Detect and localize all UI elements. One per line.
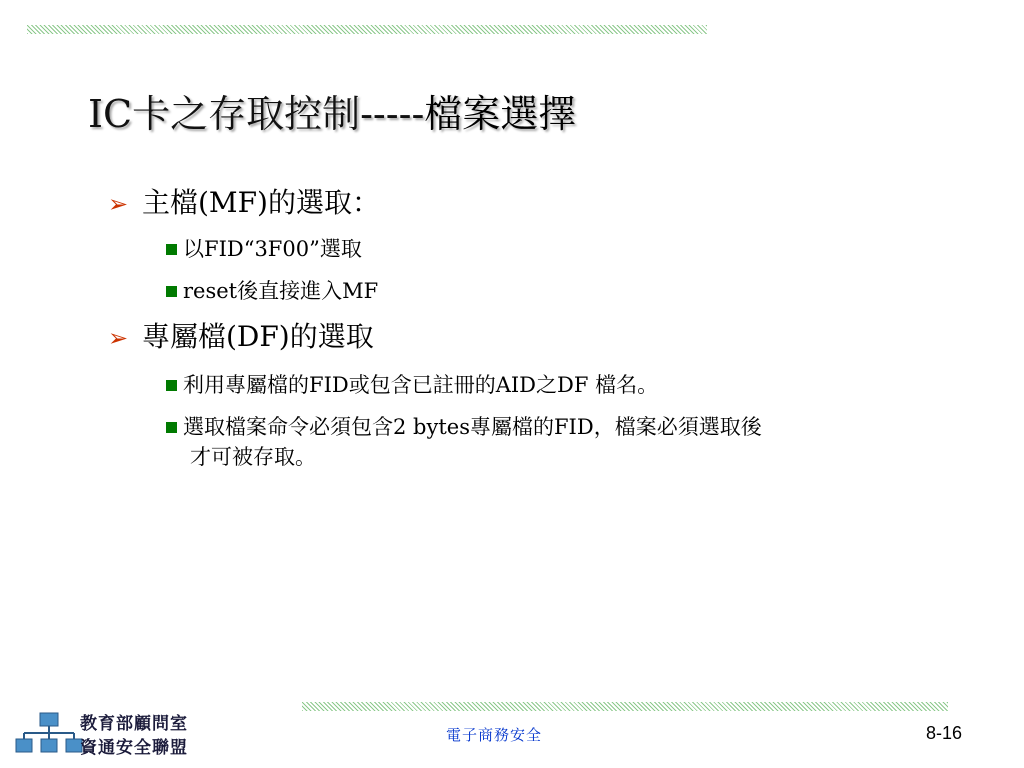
page-number: 8-16 (926, 723, 963, 743)
square-icon (166, 244, 177, 255)
logo-text (80, 712, 220, 760)
title-suffix: 檔案選擇 (424, 92, 577, 136)
square-icon (166, 286, 177, 297)
square-icon (166, 422, 177, 433)
sub-bullet-fid-text: 以FID“3F00”選取 (183, 237, 362, 261)
logo-line-2: 資通安全聯盟 (80, 738, 188, 758)
top-decorative-stripe (27, 25, 707, 34)
sub-bullet-select-command-text: 選取檔案命令必須包含2 bytes專屬檔的FID，檔案必須選取後 (183, 415, 762, 439)
title-prefix: IC卡之存取控制----- (88, 92, 425, 136)
bullet-main-file (108, 186, 380, 220)
sub-bullet-select-command (166, 412, 762, 473)
arrow-right-icon: ➢ (108, 190, 129, 218)
sub-bullet-fid (166, 234, 362, 264)
square-icon (166, 380, 177, 391)
sub-bullet-aid (166, 370, 658, 400)
sub-bullet-reset (166, 276, 378, 306)
logo-line-1: 教育部顧問室 (80, 714, 188, 734)
bullet-dedicated-file-text: 專屬檔(DF)的選取 (142, 320, 374, 353)
bottom-decorative-stripe (302, 702, 948, 711)
arrow-right-icon: ➢ (108, 324, 129, 352)
bullet-dedicated-file (108, 320, 374, 354)
sub-bullet-reset-text: reset後直接進入MF (183, 279, 379, 303)
footer-course-title: 電子商務安全 (446, 726, 543, 744)
sub-bullet-aid-text: 利用專屬檔的FID或包含已註冊的AID之DF 檔名。 (183, 373, 659, 397)
sub-bullet-select-command-continuation: 才可被存取。 (190, 445, 316, 470)
slide-title (88, 94, 576, 136)
bullet-main-file-text: 主檔(MF)的選取： (142, 186, 380, 219)
